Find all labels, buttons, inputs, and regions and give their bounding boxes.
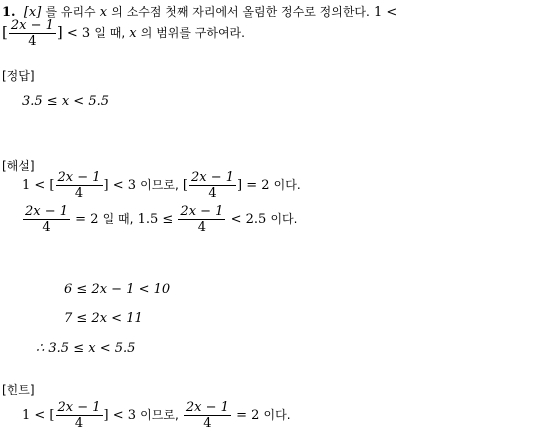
one-less-than: 1 < [373, 5, 398, 20]
hint-b: ] < 3 [103, 408, 137, 423]
fraction-numerator: 2x − 1 [10, 18, 54, 33]
expl-l1-ko: 이므로, [140, 178, 179, 192]
expl-l2-b: 1.5 ≤ [137, 212, 174, 227]
hint-line [22, 400, 291, 431]
expl-l1-num-2: 2x − 1 [190, 170, 235, 185]
step-3: ∴ 3.5 ≤ x < 5.5 [36, 341, 136, 356]
hint-fraction-2 [184, 400, 231, 431]
expl-l2-num: 2x − 1 [25, 204, 69, 219]
hint-den: 4 [74, 416, 84, 431]
hint-den-2: 4 [203, 416, 212, 431]
expl-l1-fraction [56, 170, 103, 201]
expl-l2-den-2: 4 [197, 220, 207, 235]
problem-text-a: 를 유리수 [45, 5, 96, 19]
explanation-line-2 [22, 204, 297, 235]
problem-text-d: 의 범위를 구하여라. [140, 26, 245, 40]
answer-label: [정답] [2, 69, 35, 83]
problem-fraction [9, 18, 56, 49]
explanation-line-1 [22, 170, 301, 201]
explanation-label: [해설] [2, 159, 35, 173]
expl-l1-a: 1 < [ [22, 178, 55, 193]
hint-fraction [56, 400, 103, 431]
hint-num: 2x − 1 [57, 400, 101, 415]
hint-ko: 이므로, [140, 408, 179, 422]
expl-l1-c: [ [182, 178, 188, 193]
expl-l1-num: 2x − 1 [57, 170, 101, 185]
less-than-3: < 3 [66, 26, 91, 41]
hint-num-2: 2x − 1 [185, 400, 229, 415]
hint-end: 이다. [263, 408, 291, 422]
expl-l1-end: 이다. [273, 178, 301, 192]
expl-l2-ko: 일 때, [102, 212, 134, 226]
hint-label: [힌트] [2, 383, 35, 397]
expl-l2-den: 4 [42, 220, 51, 235]
expl-l1-fraction-2 [189, 170, 236, 201]
problem-text-c: 일 때, [94, 26, 126, 40]
hint-a: 1 < [ [22, 408, 55, 423]
answer-value: 3.5 ≤ x < 5.5 [22, 94, 109, 109]
variable-x: x [99, 5, 108, 20]
expl-l2-end: 이다. [270, 212, 298, 226]
problem-text-b: 의 소수점 첫째 자리에서 올림한 정수로 정의한다. [111, 5, 370, 19]
fraction-denominator: 4 [28, 34, 37, 49]
expl-l2-a: = 2 [75, 212, 99, 227]
problem-line-2: [ $\frac{2x - 1}{4}$ ] < 3 일 때, x 의 범위를 구하여라. [2, 18, 245, 49]
expl-l1-d: ] = 2 [237, 178, 270, 193]
expl-l1-den-2: 4 [208, 186, 217, 201]
step-1: 6 ≤ 2x − 1 < 10 [64, 282, 171, 297]
expl-l2-fraction [23, 204, 70, 235]
expl-l1-den: 4 [74, 186, 84, 201]
expl-l2-c: < 2.5 [230, 212, 267, 227]
expl-l2-fraction-2 [178, 204, 225, 235]
problem-number: 1. [2, 5, 16, 20]
step-2: 7 ≤ 2x < 11 [64, 311, 143, 326]
hint-c: = 2 [236, 408, 260, 423]
bracket-x: [x] [23, 5, 42, 20]
expl-l2-num-2: 2x − 1 [180, 204, 224, 219]
variable-x-2: x [129, 26, 137, 41]
expl-l1-b: ] < 3 [103, 178, 137, 193]
